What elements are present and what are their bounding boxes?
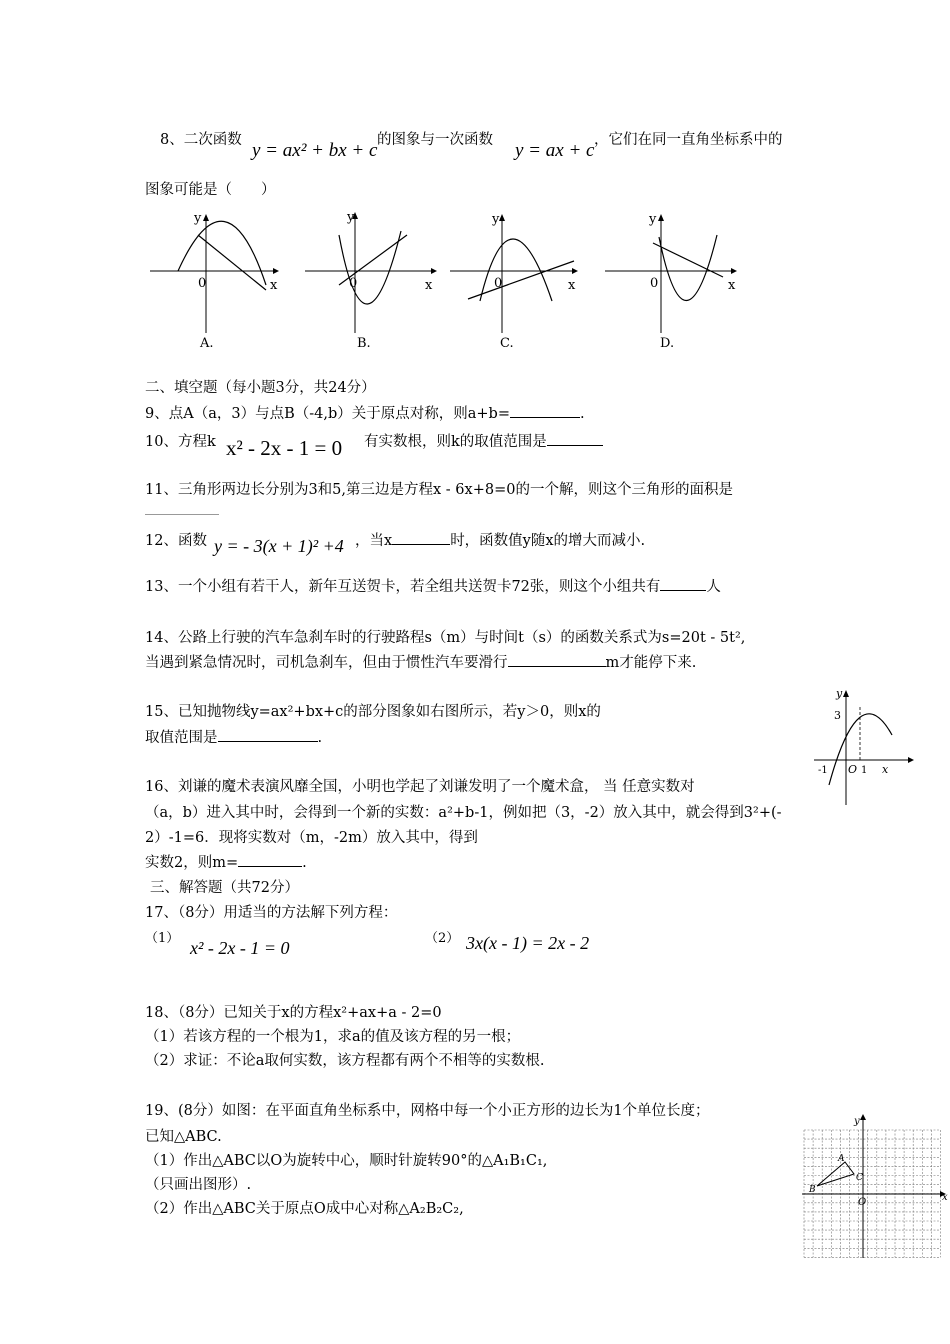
q15-line1: 15、已知抛物线y=ax²+bx+c的部分图象如右图所示，若y＞0，则x的 [145,704,601,720]
q16-line3: 2）-1=6．现将实数对（m，-2m）放入其中，得到 [145,830,478,846]
q14-line2 [145,651,696,672]
q19-graph-o: O [858,1197,867,1208]
q12-formula: y = - 3(x + 1)² +4 [214,536,344,556]
q15-line2-pre: 取值范围是 [145,730,218,746]
graph-d-o: 0 [650,276,659,291]
graph-d-label: D. [660,336,675,351]
q8-graph-a [148,205,280,355]
q15-graph-one: 1 [861,765,868,776]
q15-answer-blank[interactable] [218,727,318,742]
q14-line1: 14、公路上行驶的汽车急刹车时的行驶路程s（m）与时间t（s）的函数关系式为s=20t - 5t², [145,630,746,646]
q18-title: 18、（8分）已知关于x的方程x²+ax+a - 2=0 [145,1005,442,1021]
graph-a-o: 0 [198,276,207,291]
graph-b-x: x [425,278,433,293]
q15-graph [808,685,918,810]
q17-eq1: x² - 2x - 1 = 0 [190,938,290,958]
graph-b-o: 0 [349,276,358,291]
q19-graph-c: C [856,1173,863,1183]
q8-line2: 图象可能是（ ） [145,182,276,198]
q19-graph-a: A [838,1154,845,1164]
q19-line2: 已知△ABC. [145,1129,222,1145]
q14-line2-post: m才能停下来. [605,655,697,671]
q12-pre: 12、函数 [145,533,207,549]
q16-line4-pre: 实数2，则m= [145,855,239,871]
q14-answer-blank[interactable] [508,652,606,667]
graph-a-y: y [194,211,202,226]
q19-p1: （1）作出△ABC以O为旋转中心，顺时针旋转90°的△A₁B₁C₁, [145,1153,548,1169]
q19-graph-b: B [809,1185,816,1195]
q17-title: 17、（8分）用适当的方法解下列方程： [145,905,398,921]
q17-eq2: 3x(x - 1) = 2x - 2 [466,933,590,953]
graph-d-x: x [728,278,736,293]
graph-c-x: x [568,278,576,293]
q16-line2: （a，b）进入其中时，会得到一个新的实数：a²+b-1，例如把（3，-2）放入其中，就会得到3²+(- [145,805,782,821]
q12-mid: ，当x [355,533,393,549]
q17-p2: （2） [425,931,460,946]
graph-a-label: A. [200,336,214,351]
q9-answer-blank[interactable] [510,403,580,418]
q10-pre: 10、方程k [145,434,216,450]
q13-text: 13、一个小组有若干人，新年互送贺卡，若全组共送贺卡72张，则这个小组共有 [145,579,661,595]
graph-c-o: 0 [494,276,503,291]
q19-line1: 19、(8分）如图：在平面直角坐标系中，网格中每一个小正方形的边长为1个单位长度； [145,1103,710,1119]
q12-answer-blank[interactable] [392,530,450,545]
section-2-title: 二、填空题（每小题3分，共24分） [145,380,376,396]
q18-p1: （1）若该方程的一个根为1，求a的值及该方程的另一根； [145,1029,521,1045]
q19-graph-y: y [854,1116,860,1127]
q19-p1b: （只画出图形）. [145,1177,252,1193]
q9-end: . [579,406,585,422]
q15-line2-post: . [317,730,323,746]
q15-line2 [145,726,322,747]
q16-line4-post: . [302,855,307,871]
q12-rest [355,529,645,550]
graph-b-y: y [347,210,355,225]
q15-graph-three: 3 [834,709,841,722]
q8-mid: 的图象与一次函数 [377,132,493,148]
q14-line2-pre: 当遇到紧急情况时，司机急刹车，但由于惯性汽车要滑行 [145,655,508,671]
q13 [145,575,721,596]
q17-p1: （1） [145,931,180,946]
q19-grid-graph [800,1112,950,1262]
q8-post: ，它们在同一直角坐标系中的 [594,132,783,148]
graph-c-label: C. [500,336,514,351]
q10-formula: x² - 2x - 1 = 0 [226,436,343,460]
q11-text: 11、三角形两边长分别为3和5,第三边是方程x - 6x+8=0的一个解，则这个三角形的面积是 [145,482,733,498]
graph-d-y: y [649,212,657,227]
q15-graph-y: y [836,687,843,700]
q19-p2: （2）作出△ABC关于原点O成中心对称△A₂B₂C₂, [145,1201,464,1217]
q8-graph-c [448,205,583,355]
q15-graph-neg1: -1 [818,765,828,776]
q8-graph-d [603,205,743,355]
q16-line1: 16、刘谦的魔术表演风靡全国，小明也学起了刘谦发明了一个魔术盒， 当 任意实数对 [145,779,695,795]
graph-c-y: y [492,212,500,227]
q12-post: 时，函数值y随x的增大而减小. [450,533,646,549]
q11-answer-blank[interactable] [145,514,219,515]
section-3-title: 三、解答题（共72分） [150,880,299,896]
graph-a-x: x [270,278,278,293]
q8-graph-b [303,205,438,355]
q15-graph-x: x [882,763,889,776]
q8-formula1: y = ax² + bx + c [252,140,378,161]
q13-answer-blank[interactable] [660,576,706,591]
q10-post: 有实数根，则k的取值范围是 [364,434,547,450]
q15-graph-o: O [848,763,858,776]
q10-post-line [364,430,603,451]
q18-p2: （2）求证：不论a取何实数，该方程都有两个不相等的实数根. [145,1053,545,1069]
q16-answer-blank[interactable] [238,852,302,867]
q16-line4 [145,851,307,872]
q9 [145,402,585,423]
q10-answer-blank[interactable] [547,431,603,446]
q8-formula2: y = ax + c [515,140,595,161]
graph-b-label: B. [357,336,371,351]
q8-line1 [160,128,242,149]
q19-graph-x: x [942,1192,948,1203]
q13-end: 人 [706,579,721,595]
q9-text: 9、点A（a，3）与点B（-4,b）关于原点对称，则a+b= [145,406,510,422]
q8-pre: 8、二次函数 [160,132,242,148]
